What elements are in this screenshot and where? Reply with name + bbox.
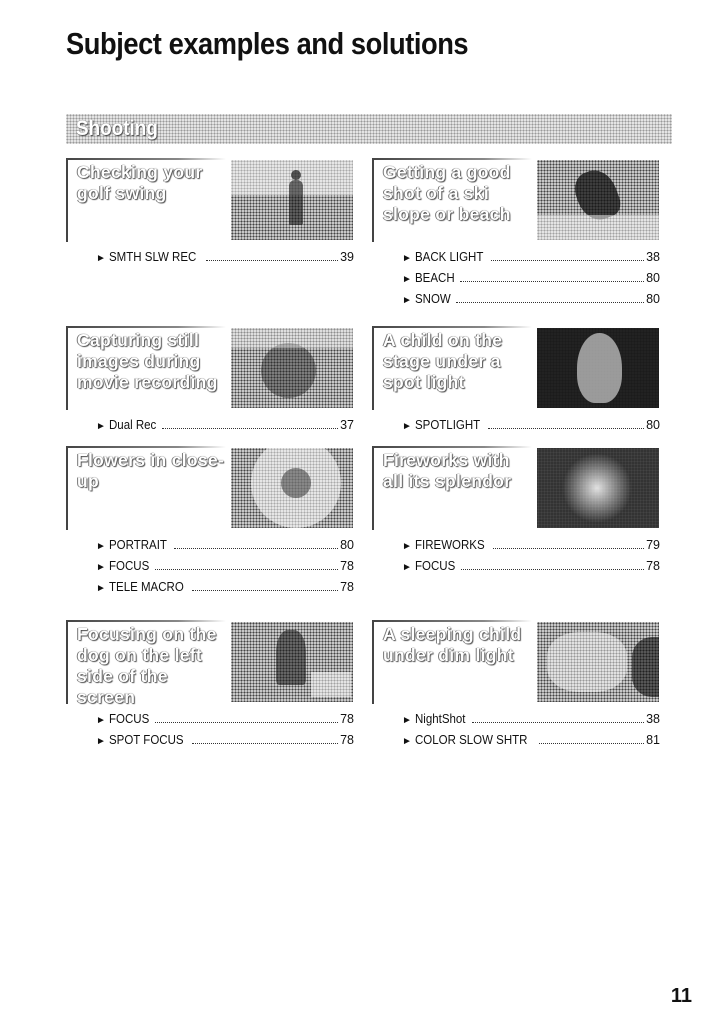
- reference-row: ► FIREWORKS 79: [402, 538, 660, 552]
- reference-row: ► Dual Rec 37: [96, 418, 354, 432]
- skier-photo: [537, 160, 659, 240]
- reference-row: ► COLOR SLOW SHTR 81: [402, 733, 660, 747]
- subject-card-dual-rec: [66, 326, 356, 439]
- reference-row: ► BACK LIGHT 38: [402, 250, 660, 264]
- card-title: A child on the stage under a spot light: [383, 330, 503, 392]
- golfer-photo: [231, 160, 353, 240]
- stage-spotlight-photo: [537, 328, 659, 408]
- reference-row: ► SPOT FOCUS 78: [96, 733, 354, 747]
- reference-row: ► SMTH SLW REC 39: [96, 250, 354, 264]
- subject-card-golf: [66, 158, 356, 271]
- child-grass-photo: [231, 328, 353, 408]
- reference-row: ► SPOTLIGHT 80: [402, 418, 660, 432]
- dog-photo: [231, 622, 353, 702]
- card-title: Getting a good shot of a ski slope or beach: [383, 162, 511, 224]
- section-header-bar: [66, 114, 672, 144]
- sleeping-child-photo: [537, 622, 659, 702]
- card-title: Checking your golf swing: [77, 162, 203, 203]
- subject-card-flowers: [66, 446, 356, 601]
- reference-row: ► SNOW 80: [402, 292, 660, 306]
- reference-row: ► FOCUS 78: [402, 559, 660, 573]
- subject-card-dog: [66, 620, 356, 754]
- reference-row: ► NightShot 38: [402, 712, 660, 726]
- card-title: Capturing still images during movie recording: [77, 330, 218, 392]
- reference-row: ► FOCUS 78: [96, 712, 354, 726]
- reference-row: ► TELE MACRO 78: [96, 580, 354, 594]
- fireworks-photo: [537, 448, 659, 528]
- subject-card-ski-beach: [372, 158, 662, 313]
- card-title: Focusing on the dog on the left side of the screen: [77, 624, 217, 707]
- subject-card-sleeping-child: [372, 620, 662, 754]
- reference-row: ► BEACH 80: [402, 271, 660, 285]
- card-title: A sleeping child under dim light: [383, 624, 522, 665]
- flower-photo: [231, 448, 353, 528]
- subject-card-fireworks: [372, 446, 662, 580]
- page-number: 11: [670, 985, 692, 1007]
- subject-card-spotlight: [372, 326, 662, 439]
- reference-row: ► FOCUS 78: [96, 559, 354, 573]
- card-title: Flowers in close-up: [77, 450, 225, 491]
- reference-row: ► PORTRAIT 80: [96, 538, 354, 552]
- page-title: Subject examples and solutions: [66, 26, 469, 61]
- card-title: Fireworks with all its splendor: [383, 450, 512, 491]
- section-label: Shooting: [76, 117, 158, 140]
